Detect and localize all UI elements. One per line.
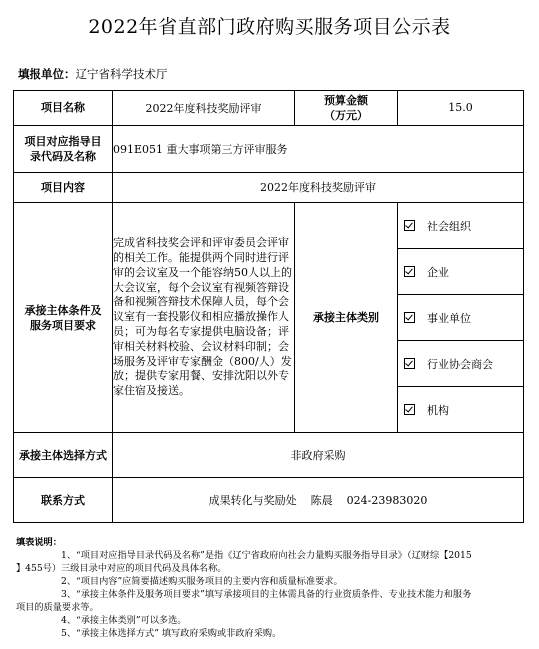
checked-checkbox-icon bbox=[404, 220, 415, 231]
budget-label-line1: 预算金额 bbox=[324, 93, 368, 107]
procurement-form-table bbox=[13, 90, 524, 523]
catalog-value: 091E051 重大事项第三方评审服务 bbox=[113, 125, 524, 172]
row-project-name bbox=[14, 91, 524, 126]
selection-method-label: 承接主体选择方式 bbox=[14, 433, 113, 478]
row-contact bbox=[14, 478, 524, 523]
category-option-industry-association bbox=[398, 341, 523, 387]
category-option-label: 行业协会商会 bbox=[427, 357, 493, 371]
category-option-agency bbox=[398, 387, 523, 432]
requirements-label-line2: 服务项目要求 bbox=[30, 318, 96, 332]
instruction-item-3: 3、“承接主体条件及服务项目要求”填写承接项目的主体需具备的行业资质条件、专业技术能力和服务 bbox=[61, 589, 472, 600]
instruction-item-1-cont: 】455号）三级目录中对应的项目代码及具体名称。 bbox=[16, 563, 227, 574]
row-catalog bbox=[14, 125, 524, 172]
checked-checkbox-icon bbox=[404, 312, 415, 323]
catalog-label bbox=[14, 125, 113, 172]
checked-checkbox-icon bbox=[404, 358, 415, 369]
category-option-label: 事业单位 bbox=[427, 311, 471, 325]
catalog-label-line2: 录代码及名称 bbox=[30, 149, 96, 163]
content-value: 2022年度科技奖励评审 bbox=[113, 172, 524, 203]
instruction-item-3-cont: 项目的质量要求等。 bbox=[16, 602, 99, 613]
contact-value: 成果转化与奖励处 陈晨 024-23983020 bbox=[113, 478, 524, 523]
instructions-heading: 填表说明： bbox=[16, 537, 62, 548]
selection-method-value: 非政府采购 bbox=[113, 433, 524, 478]
category-label: 承接主体类别 bbox=[295, 203, 398, 433]
project-name-label: 项目名称 bbox=[14, 91, 113, 126]
checked-checkbox-icon bbox=[404, 404, 415, 415]
budget-label-line2: （万元） bbox=[324, 108, 368, 122]
category-option-label: 机构 bbox=[427, 403, 449, 417]
contact-label: 联系方式 bbox=[14, 478, 113, 523]
category-option-label: 企业 bbox=[427, 265, 449, 279]
requirements-text: 完成省科技奖会评和评审委员会评审的相关工作。能提供两个同时进行评审的会议室及一个能容纳50人以上的大会议室，每个会议室有视频答辩设备和视频答辩技术保障人员，每个会议室有一套投影仪和相应播放操作人员；可为每名专家提供电脑设备；评审相关材料校验、会议材料印制；会场服务及评审专家酬金（800/人）发放；提供专家用餐、安排沈阳以外专家住宿及接送。 bbox=[113, 203, 295, 433]
filing-unit bbox=[18, 66, 168, 82]
instruction-item-1: 1、“项目对应指导目录代码及名称”是指《辽宁省政府向社会力量购买服务指导目录》（辽财综【2015 bbox=[61, 550, 472, 561]
filing-unit-value: 辽宁省科学技术厅 bbox=[75, 67, 168, 81]
category-option-enterprise bbox=[398, 249, 523, 295]
budget-value: 15.0 bbox=[398, 91, 524, 126]
instruction-item-2: 2、“项目内容”应简要描述购买服务项目的主要内容和质量标准要求。 bbox=[61, 576, 343, 587]
instruction-item-5: 5、“承接主体选择方式” 填写政府采购或非政府采购。 bbox=[61, 628, 282, 639]
project-name-value: 2022年度科技奖励评审 bbox=[113, 91, 295, 126]
checked-checkbox-icon bbox=[404, 266, 415, 277]
category-option-social-org bbox=[398, 203, 523, 249]
content-label: 项目内容 bbox=[14, 172, 113, 203]
row-content bbox=[14, 172, 524, 203]
row-selection-method bbox=[14, 433, 524, 478]
row-requirements bbox=[14, 203, 524, 433]
filling-instructions bbox=[16, 536, 526, 640]
catalog-label-line1: 项目对应指导目 bbox=[24, 134, 102, 148]
category-option-public-institution bbox=[398, 295, 523, 341]
category-option-label: 社会组织 bbox=[427, 219, 471, 233]
filing-unit-label: 填报单位： bbox=[18, 67, 76, 81]
instruction-item-4: 4、“承接主体类别”可以多选。 bbox=[61, 615, 187, 626]
page-title: 2022年省直部门政府购买服务项目公示表 bbox=[88, 16, 451, 38]
budget-label bbox=[295, 91, 398, 126]
requirements-label bbox=[14, 203, 113, 433]
category-options bbox=[398, 203, 524, 433]
requirements-label-line1: 承接主体条件及 bbox=[24, 303, 102, 317]
